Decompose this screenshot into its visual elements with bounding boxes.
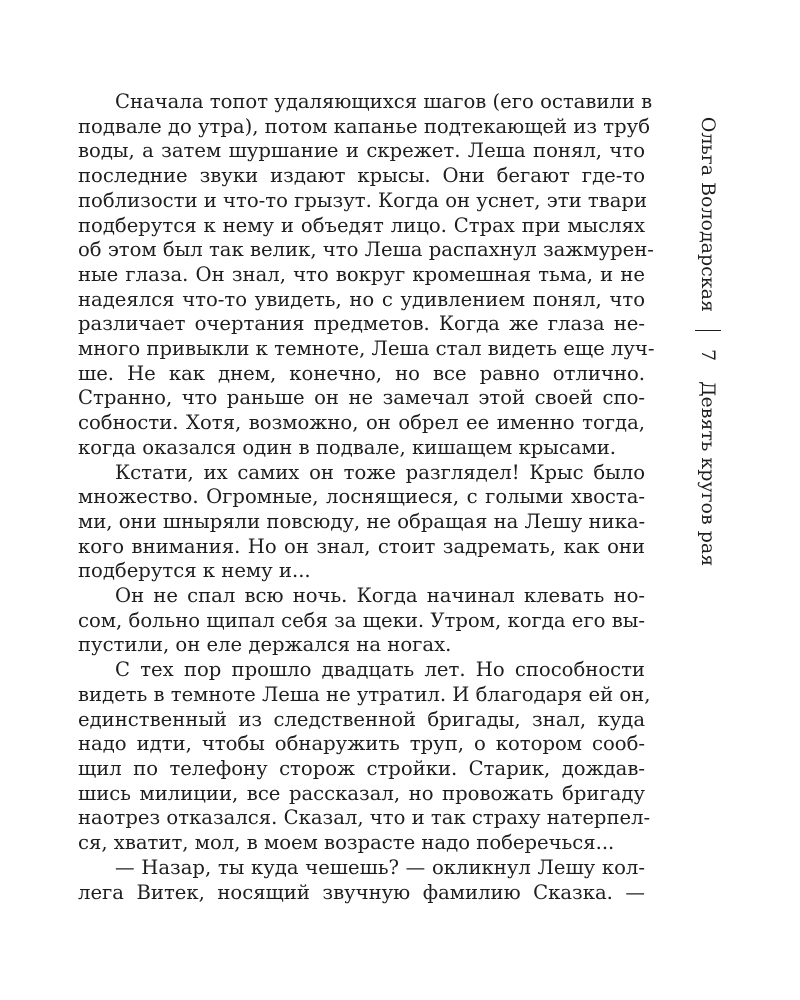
text-line: поблизости и что-то грызут. Когда он уснет, эти твари bbox=[78, 188, 648, 212]
text-line: подберутся к нему и объедят лицо. Страх при мыслях bbox=[78, 213, 645, 237]
text-line: С тех пор прошло двадцать лет. Но способности bbox=[115, 658, 645, 682]
text-line: шись милиции, все рассказал, но провожать бригаду bbox=[78, 781, 645, 805]
text-line: когда оказался один в подвале, кишащем крысами. bbox=[78, 435, 617, 459]
text-line: Кстати, их самих он тоже разглядел! Крыс было bbox=[115, 460, 645, 484]
text-line: надеялся что-то увидеть, но с удивлением понял, что bbox=[78, 287, 645, 311]
text-line: много привыкли к темноте, Леша стал видеть еще луч- bbox=[78, 337, 655, 361]
text-line: Сначала топот удаляющихся шагов (его оставили в bbox=[115, 90, 653, 113]
text-line: множество. Огромные, лоснящиеся, с голыми хвоста- bbox=[78, 485, 645, 509]
running-head bbox=[688, 100, 728, 620]
body-text bbox=[78, 90, 655, 905]
text-line: Он не спал всю ночь. Когда начинал клевать но- bbox=[115, 584, 645, 608]
text-line: собности. Хотя, возможно, он обрел ее именно тогда, bbox=[78, 411, 645, 435]
text-line: щил по телефону сторож стройки. Старик, дождав- bbox=[78, 756, 645, 780]
text-line: лега Витек, носящий звучную фамилию Сказка. — bbox=[78, 880, 645, 904]
text-line: подберутся к нему и... bbox=[78, 559, 311, 583]
text-line: кого внимания. Но он знал, стоит задремать, как они bbox=[78, 534, 645, 558]
text-line: последние звуки издают крысы. Они бегают где-то bbox=[78, 164, 645, 188]
text-line: ше. Не как днем, конечно, но все равно отлично. bbox=[78, 361, 645, 385]
text-line: ми, они шныряли повсюду, не обращая на Лешу ника- bbox=[78, 509, 646, 533]
text-line: ся, хватит, мол, в моем возрасте надо поберечься... bbox=[78, 831, 615, 855]
running-head-author: Ольга Володарская bbox=[697, 116, 719, 312]
text-line: наотрез отказался. Сказал, что и так страху натерпел- bbox=[78, 806, 651, 830]
text-line: сом, больно щипал себя за щеки. Утром, когда его вы- bbox=[78, 608, 645, 632]
running-head-title: Девять кругов рая bbox=[697, 381, 719, 567]
text-line: видеть в темноте Леша не утратил. И благодаря ей он, bbox=[78, 682, 651, 706]
page-number: 7 bbox=[697, 349, 719, 362]
text-line: Странно, что раньше он не замечал этой своей спо- bbox=[78, 386, 645, 410]
text-line: воды, а затем шуршание и скрежет. Леша понял, что bbox=[78, 139, 645, 163]
text-line: ные глаза. Он знал, что вокруг кромешная тьма, и не bbox=[78, 262, 645, 286]
text-line: об этом был так велик, что Леша распахнул зажмурен- bbox=[78, 238, 654, 262]
text-line: единственный из следственной бригады, знал, куда bbox=[78, 707, 645, 731]
text-line: пустили, он еле держался на ногах. bbox=[78, 633, 452, 657]
text-line: — Назар, ты куда чешешь? — окликнул Лешу кол- bbox=[115, 855, 645, 879]
text-line: различает очертания предметов. Когда же глаза не- bbox=[78, 312, 645, 336]
running-head-divider bbox=[695, 330, 721, 331]
text-line: подвале до утра), потом капанье подтекающей из труб bbox=[78, 114, 650, 138]
text-line: надо идти, чтобы обнаружить труп, о котором сооб- bbox=[78, 732, 645, 756]
